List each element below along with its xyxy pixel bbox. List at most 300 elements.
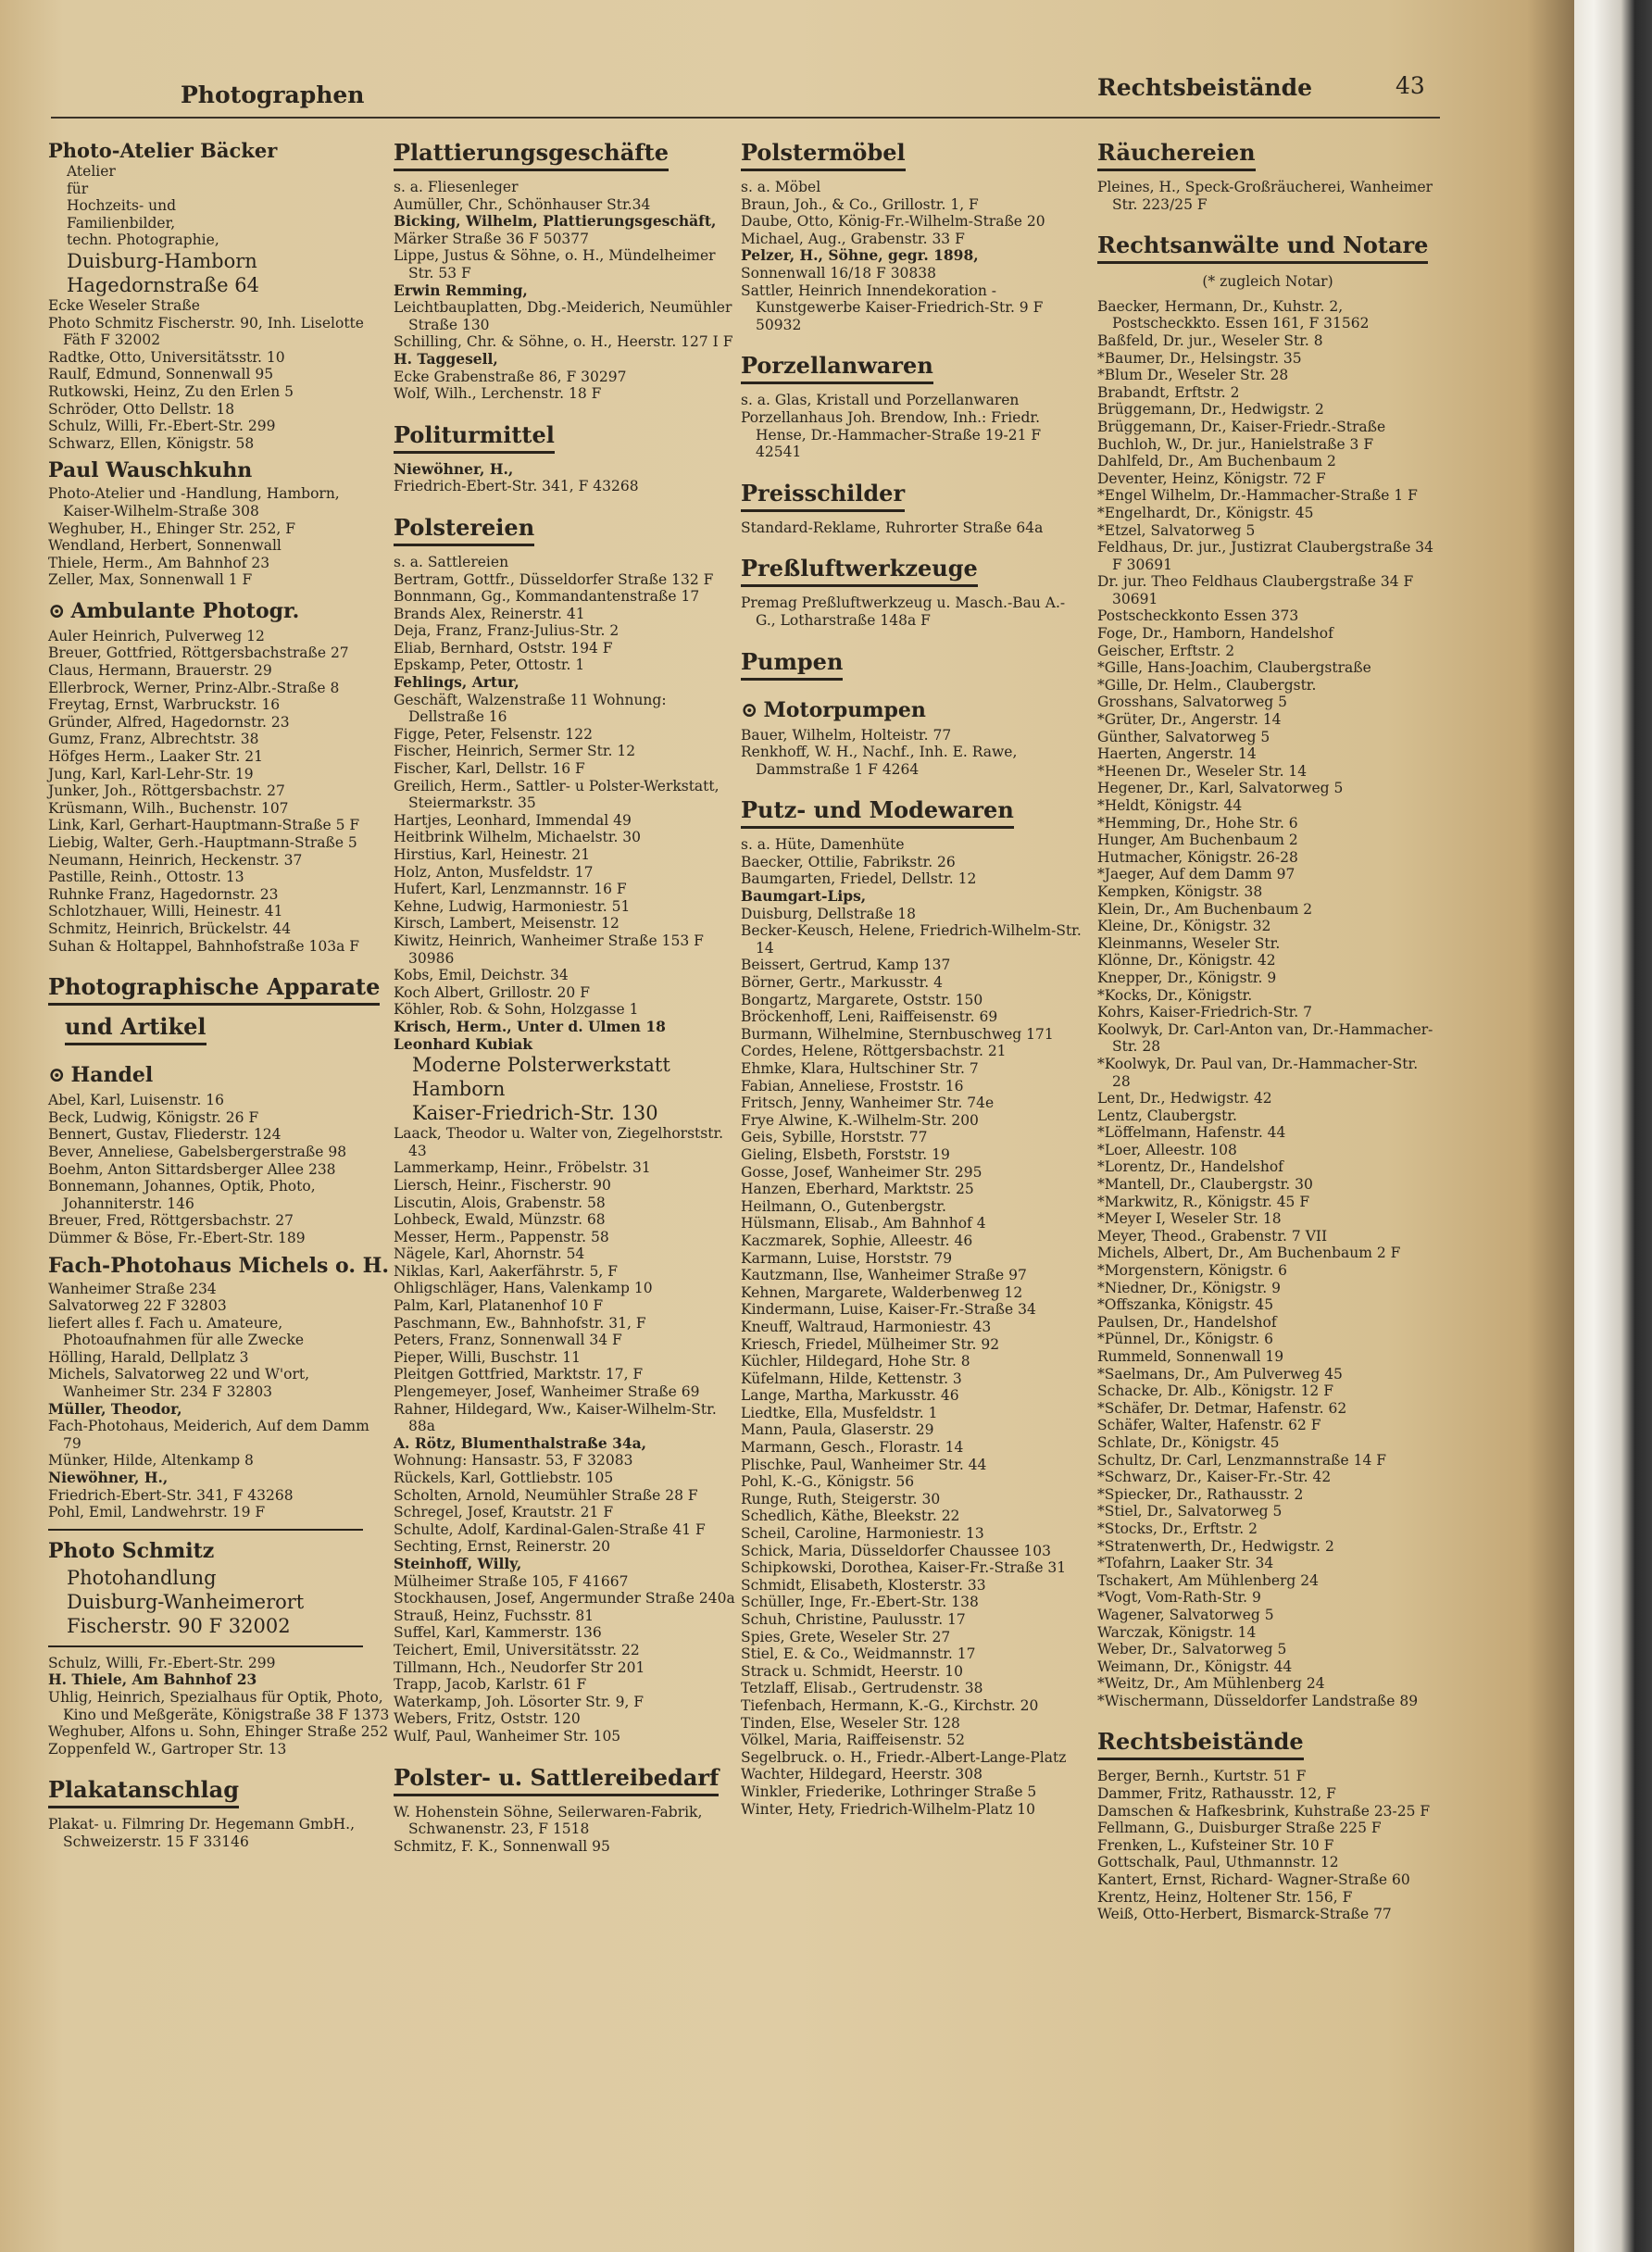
listing: Köhler, Rob. & Sohn, Holzgasse 1 [394, 1001, 639, 1019]
listing: Postscheckkonto Essen 373 [1097, 607, 1299, 625]
listing: Heitbrink Wilhelm, Michaelstr. 30 [394, 829, 642, 846]
entry-group [394, 1804, 736, 1856]
listing: Grosshans, Salvatorweg 5 [1097, 694, 1287, 711]
listing: Sattler, Heinrich Innendekoration - Kunstgewerbe Kaiser-Friedrich-Str. 9 F 50932 [741, 282, 1044, 333]
listing: Weber, Dr., Salvatorweg 5 [1097, 1641, 1287, 1658]
listing: Ehmke, Klara, Hultschiner Str. 7 [741, 1060, 979, 1077]
listing: Schilling, Chr. & Söhne, o. H., Heerstr. 127 I F [394, 333, 733, 351]
listing: Trapp, Jacob, Karlstr. 61 F [394, 1676, 587, 1694]
listing: Stockhausen, Josef, Angermunder Straße 240a [394, 1590, 735, 1608]
listing: Friedrich-Ebert-Str. 341, F 43268 [48, 1486, 294, 1504]
listing: Stiel, E. & Co., Weidmannstr. 17 [741, 1645, 976, 1663]
listing: *Stratenwerth, Dr., Hedwigstr. 2 [1097, 1537, 1334, 1555]
listing: Hufert, Karl, Lenzmannstr. 16 F [394, 881, 627, 898]
listing: *Gille, Hans-Joachim, Claubergstraße [1097, 659, 1371, 677]
listing: Suffel, Karl, Kammerstr. 136 [394, 1624, 602, 1642]
listing: Weghuber, Alfons u. Sohn, Ehinger Straße 252 [48, 1723, 389, 1741]
listing: *Gille, Dr. Helm., Claubergstr. [1097, 676, 1317, 694]
listing: Dammer, Fritz, Rathausstr. 12, F [1097, 1785, 1336, 1803]
listing: Meyer, Theod., Grabenstr. 7 VII [1097, 1227, 1328, 1245]
listing: *Mantell, Dr., Claubergstr. 30 [1097, 1176, 1313, 1194]
listing: Uhlig, Heinrich, Spezialhaus für Optik, Photo, Kino und Meßgeräte, Königstraße 38 F 1373 [48, 1689, 390, 1723]
section-title: Rechtsanwälte und Notare [1097, 231, 1428, 264]
listing: Bonnmann, Gg., Kommandantenstraße 17 [394, 588, 700, 606]
listing-bold: Bicking, Wilhelm, Plattierungsgeschäft, [394, 212, 717, 231]
listing: Pleines, H., Speck-Großräucherei, Wanheimer Str. 223/25 F [1097, 179, 1433, 213]
listing: Zoppenfeld W., Gartroper Str. 13 [48, 1740, 287, 1758]
listing: Paulsen, Dr., Handelshof [1097, 1313, 1277, 1331]
listing: Leichtbauplatten, Dbg.-Meiderich, Neumühler Straße 130 [394, 299, 732, 333]
listing: Liersch, Heinr., Fischerstr. 90 [394, 1176, 611, 1194]
listing: *Offszanka, Königstr. 45 [1097, 1296, 1274, 1314]
listing: Hirstius, Karl, Heinestr. 21 [394, 846, 591, 863]
listing: *Morgenstern, Königstr. 6 [1097, 1262, 1288, 1280]
listing: Hanzen, Eberhard, Marktstr. 25 [741, 1181, 974, 1198]
listing: Kempken, Königstr. 38 [1097, 882, 1263, 900]
listing: Bonnemann, Johannes, Optik, Photo, Johanniterstr. 146 [48, 1178, 316, 1212]
listing: Rummeld, Sonnenwall 19 [1097, 1348, 1284, 1365]
entry-group [48, 139, 391, 163]
entry-group [48, 1418, 391, 1470]
listing: Tiefenbach, Hermann, K.-G., Kirchstr. 20 [741, 1696, 1039, 1714]
entry-group [48, 1487, 391, 1521]
listing: Klein, Dr., Am Buchenbaum 2 [1097, 900, 1313, 918]
listing: Sonnenwall 16/18 F 30838 [741, 264, 937, 282]
listing: Wachter, Hildegard, Heerstr. 308 [741, 1766, 982, 1783]
page-number: 43 [1395, 72, 1425, 99]
listing: Kautzmann, Ilse, Wanheimer Straße 97 [741, 1267, 1027, 1284]
listing: *Stiel, Dr., Salvatorweg 5 [1097, 1503, 1283, 1520]
listing: Aumüller, Chr., Schönhauser Str.34 [394, 195, 651, 213]
listing: Beck, Ludwig, Königstr. 26 F [48, 1108, 259, 1126]
listing: *Grüter, Dr., Angerstr. 14 [1097, 711, 1282, 729]
entry-group [394, 1556, 736, 1573]
listing: Brüggemann, Dr., Hedwigstr. 2 [1097, 401, 1324, 419]
listing: Lent, Dr., Hedwigstr. 42 [1097, 1090, 1272, 1107]
listing: Ellerbrock, Werner, Prinz-Albr.-Straße 8 [48, 679, 340, 696]
listing: Schmitz, Heinrich, Brückelstr. 44 [48, 920, 292, 937]
listing: Freytag, Ernst, Warbruckstr. 16 [48, 696, 281, 714]
listing: Raulf, Edmund, Sonnenwall 95 [48, 366, 274, 383]
ad-rule [48, 1645, 363, 1647]
listing: Völkel, Maria, Raiffeisenstr. 52 [741, 1732, 965, 1749]
listing: s. a. Möbel [741, 179, 821, 195]
listing: Wanheimer Straße 234 [48, 1280, 217, 1297]
listing-detail: für [67, 180, 89, 197]
listing: Wulf, Paul, Wanheimer Str. 105 [394, 1727, 621, 1745]
listing: *Saelmans, Dr., Am Pulverweg 45 [1097, 1365, 1343, 1382]
listing: *Heldt, Königstr. 44 [1097, 797, 1243, 814]
listing: Michael, Aug., Grabenstr. 33 F [741, 230, 965, 247]
entry-group [394, 213, 736, 231]
listing: Schmidt, Elisabeth, Klosterstr. 33 [741, 1576, 986, 1594]
listing: *Niedner, Dr., Königstr. 9 [1097, 1279, 1281, 1296]
listing-bold: Steinhoff, Willy, [394, 1554, 522, 1572]
listing: Photo Schmitz Fischerstr. 90, Inh. Liselotte Fäth F 32002 [48, 314, 364, 349]
column-3 [741, 139, 1083, 1818]
listing: Fischer, Heinrich, Sermer Str. 12 [394, 743, 636, 760]
page-header [0, 65, 1445, 120]
listing: Geis, Sybille, Horststr. 77 [741, 1129, 928, 1146]
listing: Plengemeyer, Josef, Wanheimer Straße 69 [394, 1383, 700, 1401]
entry-group [394, 282, 736, 300]
listing: Baßfeld, Dr. jur., Weseler Str. 8 [1097, 332, 1323, 349]
entry-group [48, 457, 391, 483]
listing: Boehm, Anton Sittardsberger Allee 238 [48, 1160, 336, 1178]
listing: Baumgarten, Friedel, Dellstr. 12 [741, 870, 977, 888]
entry-group [48, 1401, 391, 1419]
listing: Deja, Franz, Franz-Julius-Str. 2 [394, 622, 620, 640]
listing: Weiß, Otto-Herbert, Bismarck-Straße 77 [1097, 1906, 1392, 1923]
header-left-title: Photographen [181, 81, 365, 108]
listing: Tschakert, Am Mühlenberg 24 [1097, 1571, 1319, 1589]
listing: *Koolwyk, Dr. Paul van, Dr.-Hammacher-Str. 28 [1097, 1055, 1419, 1090]
circle-bullet-icon: ⊙ [48, 598, 66, 623]
listing: Kaczmarek, Sophie, Alleestr. 46 [741, 1232, 973, 1249]
listing-bold: H. Taggesell, [394, 349, 498, 368]
listing: Jung, Karl, Karl-Lehr-Str. 19 [48, 765, 254, 782]
entry-group [48, 1538, 391, 1564]
entry-group [48, 297, 391, 452]
listing: Fritsch, Jenny, Wanheimer Str. 74e [741, 1095, 995, 1112]
listing: Wohnung: Hansastr. 53, F 32083 [394, 1452, 633, 1470]
section-title: Porzellanwaren [741, 352, 933, 384]
listing: Thiele, Herm., Am Bahnhof 23 [48, 554, 270, 571]
column-2 [394, 139, 736, 1855]
listing: Hegener, Dr., Karl, Salvatorweg 5 [1097, 780, 1344, 797]
listing-detail: Familienbilder, [67, 214, 176, 231]
section-title: Räuchereien [1097, 139, 1256, 171]
entry-group [394, 179, 736, 213]
listing: *Tofahrn, Laaker Str. 34 [1097, 1555, 1274, 1572]
listing: Frenken, L., Kufsteiner Str. 10 F [1097, 1836, 1334, 1854]
listing: Bröckenhoff, Leni, Raiffeisenstr. 69 [741, 1008, 998, 1026]
listing: Tinden, Else, Weseler Str. 128 [741, 1714, 960, 1732]
listing: Kleine, Dr., Königstr. 32 [1097, 918, 1271, 935]
listing: Schulz, Willi, Fr.-Ebert-Str. 299 [48, 1654, 276, 1671]
listing: Eliab, Bernhard, Oststr. 194 F [394, 639, 613, 657]
ad-line: Photohandlung [67, 1566, 217, 1589]
listing-detail: Hochzeits- und [67, 197, 177, 215]
entry-group [394, 461, 736, 479]
entry-group [48, 1689, 391, 1758]
entry-group [394, 369, 736, 403]
listing: Schuh, Christine, Paulusstr. 17 [741, 1611, 966, 1628]
section-title-continued: und Artikel [65, 1013, 206, 1045]
ad-title: Fach-Photohaus Michels o. H. [48, 1253, 390, 1278]
ad-line: Hamborn [412, 1078, 506, 1101]
listing: Heilmann, O., Gutenbergstr. [741, 1197, 946, 1215]
listing: Peters, Franz, Sonnenwall 34 F [394, 1332, 622, 1349]
listing: Schmitz, F. K., Sonnenwall 95 [394, 1837, 610, 1855]
section-title: Polstermöbel [741, 139, 906, 171]
listing: *Markwitz, R., Königstr. 45 F [1097, 1193, 1310, 1210]
listing: Laack, Theodor u. Walter von, Ziegelhorststr. 43 [394, 1125, 724, 1159]
listing: Gosse, Josef, Wanheimer Str. 295 [741, 1163, 982, 1181]
listing: Schipkowski, Dorothea, Kaiser-Fr.-Straße 31 [741, 1559, 1067, 1577]
listing: Braun, Joh., & Co., Grillostr. 1, F [741, 195, 979, 213]
entry-group [48, 249, 391, 297]
listing-detail: techn. Photographie, [67, 231, 219, 249]
listing: Fellmann, G., Duisburger Straße 225 F [1097, 1820, 1382, 1837]
listing: Scholten, Arnold, Neumühler Straße 28 F [394, 1486, 698, 1504]
listing: Baecker, Ottilie, Fabrikstr. 26 [741, 853, 956, 870]
entry-group [741, 392, 1083, 460]
listing: Hülsmann, Elisab., Am Bahnhof 4 [741, 1215, 986, 1232]
listing: Neumann, Heinrich, Heckenstr. 37 [48, 851, 303, 869]
listing: Schulz, Willi, Fr.-Ebert-Str. 299 [48, 418, 276, 435]
entry-group [741, 594, 1083, 629]
section-title: Putz- und Modewaren [741, 796, 1014, 829]
listing: Baecker, Hermann, Dr., Kuhstr. 2, Postscheckkto. Essen 161, F 31562 [1097, 297, 1370, 332]
listing: *Loer, Alleestr. 108 [1097, 1141, 1237, 1158]
listing: Auler Heinrich, Pulverweg 12 [48, 627, 265, 644]
listing: Beissert, Gertrud, Kamp 137 [741, 957, 951, 974]
listing: Salvatorweg 22 F 32803 [48, 1297, 227, 1315]
listing: liefert alles f. Fach u. Amateure, Photoaufnahmen für alle Zwecke [48, 1314, 305, 1349]
listing: Kehnen, Margarete, Walderbenweg 12 [741, 1283, 1023, 1301]
entry-group [394, 554, 736, 674]
listing: Küchler, Hildegard, Hohe Str. 8 [741, 1353, 970, 1370]
listing-bold: Niewöhner, H., [48, 1469, 169, 1487]
listing: Teichert, Emil, Universitätsstr. 22 [394, 1641, 640, 1658]
entry-group [394, 674, 736, 692]
listing: Michels, Albert, Dr., Am Buchenbaum 2 F [1097, 1245, 1401, 1262]
listing: Messer, Herm., Pappenstr. 58 [394, 1228, 609, 1245]
listing: Strack u. Schmidt, Heerstr. 10 [741, 1662, 964, 1680]
listing: Weghuber, H., Ehinger Str. 252, F [48, 519, 295, 537]
entry-group [48, 1671, 391, 1689]
listing: Breuer, Gottfried, Röttgersbachstraße 27 [48, 644, 349, 662]
listing: Liedtke, Ella, Musfeldstr. 1 [741, 1404, 938, 1421]
section-title: Preßluftwerkzeuge [741, 555, 978, 587]
column-4 [1097, 139, 1438, 1923]
listing: Mülheimer Straße 105, F 41667 [394, 1572, 629, 1590]
listing: Koch Albert, Grillostr. 20 F [394, 983, 590, 1001]
entry-group [48, 1816, 391, 1850]
listing: Claus, Hermann, Brauerstr. 29 [48, 662, 272, 680]
listing: Kohrs, Kaiser-Friedrich-Str. 7 [1097, 1004, 1313, 1021]
listing: Hölling, Harald, Dellplatz 3 [48, 1348, 249, 1366]
listing: Feldhaus, Dr. jur., Justizrat Claubergstraße 34 F 30691 [1097, 539, 1434, 573]
entry-group [394, 1125, 736, 1435]
entry-group [394, 299, 736, 351]
section-title: Plakatanschlag [48, 1776, 239, 1808]
listing: Märker Straße 36 F 50377 [394, 230, 590, 247]
listing: Figge, Peter, Felsenstr. 122 [394, 725, 593, 743]
entry-group [394, 1053, 736, 1125]
listing: *Vogt, Vom-Rath-Str. 9 [1097, 1589, 1261, 1607]
listing: Schüller, Inge, Fr.-Ebert-Str. 138 [741, 1594, 979, 1611]
listing: Plischke, Paul, Wanheimer Str. 44 [741, 1456, 987, 1473]
listing: Greilich, Herm., Sattler- u Polster-Werkstatt, Steiermarkstr. 35 [394, 777, 720, 812]
listing: Kehne, Ludwig, Harmoniestr. 51 [394, 897, 631, 915]
ad-rule [48, 1529, 363, 1531]
listing: *Weitz, Dr., Am Mühlenberg 24 [1097, 1675, 1325, 1693]
listing: Holz, Anton, Musfeldstr. 17 [394, 863, 594, 881]
listing: Haerten, Angerstr. 14 [1097, 745, 1257, 763]
listing: Schröder, Otto Dellstr. 18 [48, 400, 235, 418]
book-binding-edge [1574, 0, 1652, 2252]
listing: Radtke, Otto, Universitätsstr. 10 [48, 348, 285, 366]
listing: Kirsch, Lambert, Meisenstr. 12 [394, 915, 620, 932]
listing: Koolwyk, Dr. Carl-Anton van, Dr.-Hammacher-Str. 28 [1097, 1020, 1433, 1056]
listing: Bauer, Wilhelm, Holteistr. 77 [741, 726, 952, 744]
listing: Gieling, Elsbeth, Forststr. 19 [741, 1145, 950, 1163]
listing: *Baumer, Dr., Helsingstr. 35 [1097, 349, 1302, 367]
entry-group [394, 1019, 736, 1053]
listing: Schlate, Dr., Königstr. 45 [1097, 1433, 1280, 1451]
listing: Kobs, Emil, Deichstr. 34 [394, 967, 569, 984]
entry-group [1097, 1768, 1438, 1922]
listing: Schultz, Dr. Carl, Lenzmannstraße 14 F [1097, 1451, 1386, 1469]
listing: Warczak, Königstr. 14 [1097, 1623, 1257, 1641]
entry-group [741, 179, 1083, 247]
listing: Duisburg, Dellstraße 18 [741, 905, 916, 922]
listing: Brands Alex, Reinerstr. 41 [394, 605, 585, 622]
listing: Bennert, Gustav, Fliederstr. 124 [48, 1126, 282, 1144]
listing: Ohligschläger, Hans, Valenkamp 10 [394, 1280, 653, 1297]
listing: Mann, Paula, Glaserstr. 29 [741, 1421, 934, 1439]
entry-group [48, 1566, 391, 1638]
listing: Hunger, Am Buchenbaum 2 [1097, 832, 1298, 849]
listing: Frye Alwine, K.-Wilhelm-Str. 200 [741, 1111, 979, 1129]
subsection-title: Handel [70, 1063, 154, 1088]
listing: *Kocks, Dr., Königstr. [1097, 986, 1253, 1004]
listing: Cordes, Helene, Röttgersbachstr. 21 [741, 1043, 1007, 1060]
listing: Nägele, Karl, Ahornstr. 54 [394, 1245, 585, 1263]
entry-group [394, 1573, 736, 1745]
listing: Segelbruck. o. H., Friedr.-Albert-Lange-Platz [741, 1748, 1067, 1766]
listing: Sechting, Ernst, Reinerstr. 20 [394, 1538, 610, 1556]
column-1 [48, 139, 391, 1851]
entry-group [48, 628, 391, 955]
listing: Rahner, Hildegard, Ww., Kaiser-Wilhelm-Str. 88a [394, 1400, 717, 1435]
listing: *Heenen Dr., Weseler Str. 14 [1097, 762, 1308, 780]
listing: Ecke Grabenstraße 86, F 30297 [394, 368, 627, 385]
listing: Becker-Keusch, Helene, Friedrich-Wilhelm-Str. 14 [741, 922, 1082, 957]
listing: Pleitgen Gottfried, Marktstr. 17, F [394, 1366, 644, 1383]
listing: Krüsmann, Wilh., Buchenstr. 107 [48, 799, 289, 817]
listing-bold: Erwin Remming, [394, 281, 528, 299]
listing: s. a. Hüte, Damenhüte [741, 836, 905, 854]
listing: Münker, Hilde, Altenkamp 8 [48, 1452, 254, 1470]
listing: Brabandt, Erftstr. 2 [1097, 383, 1240, 401]
subsection-handel [48, 1062, 391, 1088]
listing: Lange, Martha, Markusstr. 46 [741, 1387, 959, 1405]
listing: Michels, Salvatorweg 22 und W'ort, Wanheimer Str. 234 F 32803 [48, 1366, 310, 1401]
listing: Liebig, Walter, Gerh.-Hauptmann-Straße 5 [48, 834, 357, 851]
entry-group [1097, 179, 1438, 213]
listing: Winkler, Friederike, Lothringer Straße 5 [741, 1783, 1037, 1800]
section-title: Preisschilder [741, 480, 905, 512]
entry-group [741, 906, 1083, 1818]
listing: Kleinmanns, Weseler Str. [1097, 934, 1281, 952]
listing: Liscutin, Alois, Grabenstr. 58 [394, 1194, 606, 1211]
listing: Hutmacher, Königstr. 26-28 [1097, 848, 1298, 866]
listing: Kiwitz, Heinrich, Wanheimer Straße 153 F 30986 [394, 932, 704, 967]
listing: Lohbeck, Ewald, Münzstr. 68 [394, 1211, 606, 1229]
listing: Junker, Joh., Röttgersbachstr. 27 [48, 782, 285, 800]
entry-group [741, 519, 1083, 537]
listing-bold: Leonhard Kubiak [394, 1034, 532, 1053]
listing-bold: Müller, Theodor, [48, 1399, 182, 1418]
listing: *Löffelmann, Hafenstr. 44 [1097, 1124, 1286, 1142]
listing: *Schwarz, Dr., Kaiser-Fr.-Str. 42 [1097, 1469, 1332, 1486]
entry-group [394, 692, 736, 1019]
listing: Küfelmann, Hilde, Kettenstr. 3 [741, 1370, 962, 1387]
listing: Geschäft, Walzenstraße 11 Wohnung: Dellstraße 16 [394, 691, 667, 726]
listing: Gumz, Franz, Albrechtstr. 38 [48, 731, 259, 748]
listing: Dr. jur. Theo Feldhaus Claubergstraße 34 F 30691 [1097, 573, 1414, 607]
listing: Epskamp, Peter, Ottostr. 1 [394, 657, 585, 674]
listing: Dahlfeld, Dr., Am Buchenbaum 2 [1097, 453, 1336, 470]
ad-line: Hagedornstraße 64 [67, 273, 259, 296]
section-title: Rechtsbeistände [1097, 1728, 1304, 1760]
subsection-motorpumpen [741, 697, 1083, 723]
listing: Schacke, Dr. Alb., Königstr. 12 F [1097, 1382, 1333, 1400]
listing: Photo-Atelier und -Handlung, Hamborn, Kaiser-Wilhelm-Straße 308 [48, 485, 340, 519]
listing: Pieper, Willi, Buschstr. 11 [394, 1348, 582, 1366]
entry-group [1097, 298, 1438, 1710]
listing: W. Hohenstein Söhne, Seilerwaren-Fabrik, Schwanenstr. 23, F 1518 [394, 1803, 703, 1838]
entry-group [741, 836, 1083, 888]
listing: Brüggemann, Dr., Kaiser-Friedr.-Straße [1097, 418, 1386, 435]
section-title: Pumpen [741, 648, 843, 681]
listing-bold: Pelzer, H., Söhne, gegr. 1898, [741, 246, 979, 265]
listing: Renkhoff, W. H., Nachf., Inh. E. Rawe, Dammstraße 1 F 4264 [741, 744, 1018, 778]
subsection-title: Ambulante Photogr. [70, 598, 300, 623]
listing: s. a. Fliesenleger [394, 179, 519, 195]
listing: Spies, Grete, Weseler Str. 27 [741, 1628, 951, 1645]
entry-group [48, 1281, 391, 1401]
listing: Schedlich, Käthe, Bleekstr. 22 [741, 1508, 960, 1525]
listing: s. a. Sattlereien [394, 553, 509, 570]
listing: Plakat- u. Filmring Dr. Hegemann GmbH., Schweizerstr. 15 F 33146 [48, 1816, 356, 1850]
listing: Bever, Anneliese, Gabelsbergerstraße 98 [48, 1143, 347, 1160]
listing: Lammerkamp, Heinr., Fröbelstr. 31 [394, 1159, 651, 1177]
header-right-title: Rechtsbeistände [1097, 74, 1312, 101]
listing: Suhan & Holtappel, Bahnhofstraße 103a F [48, 937, 360, 955]
ad-title: Photo Schmitz [48, 1538, 215, 1563]
listing: Fischer, Karl, Dellstr. 16 F [394, 760, 585, 778]
listing: Link, Karl, Gerhart-Hauptmann-Straße 5 F [48, 817, 360, 834]
entry-group [741, 727, 1083, 779]
section-title: Politurmittel [394, 421, 555, 454]
listing: Lippe, Justus & Söhne, o. H., Mündelheimer Str. 53 F [394, 247, 716, 282]
listing: Daube, Otto, König-Fr.-Wilhelm-Straße 20 [741, 213, 1045, 231]
listing: *Wischermann, Düsseldorfer Landstraße 89 [1097, 1692, 1419, 1709]
listing: *Engel Wilhelm, Dr.-Hammacher-Straße 1 F [1097, 487, 1418, 505]
entry-group [48, 1253, 391, 1279]
listing: Weimann, Dr., Königstr. 44 [1097, 1658, 1293, 1675]
listing: *Hemming, Dr., Hohe Str. 6 [1097, 814, 1298, 832]
listing: Pohl, Emil, Landwehrstr. 19 F [48, 1504, 266, 1521]
listing-bold: H. Thiele, Am Bahnhof 23 [48, 1670, 257, 1689]
ad-line: Kaiser-Friedrich-Str. 130 [412, 1102, 658, 1125]
section-title: Plattierungsgeschäfte [394, 139, 669, 171]
listing: Pastille, Reinh., Ottostr. 13 [48, 869, 244, 886]
entry-group [48, 1655, 391, 1672]
listing: Bertram, Gottfr., Düsseldorfer Straße 132 F [394, 570, 714, 588]
entry-group [741, 265, 1083, 333]
listing-bold: Krisch, Herm., Unter d. Ulmen 18 [394, 1017, 666, 1035]
subsection-ambulante [48, 598, 391, 624]
ad-title: Paul Wauschkuhn [48, 458, 253, 483]
listing: Wagener, Salvatorweg 5 [1097, 1606, 1274, 1623]
listing: Höfges Herm., Laaker Str. 21 [48, 748, 263, 766]
listing: Palm, Karl, Platanenhof 10 F [394, 1297, 604, 1315]
